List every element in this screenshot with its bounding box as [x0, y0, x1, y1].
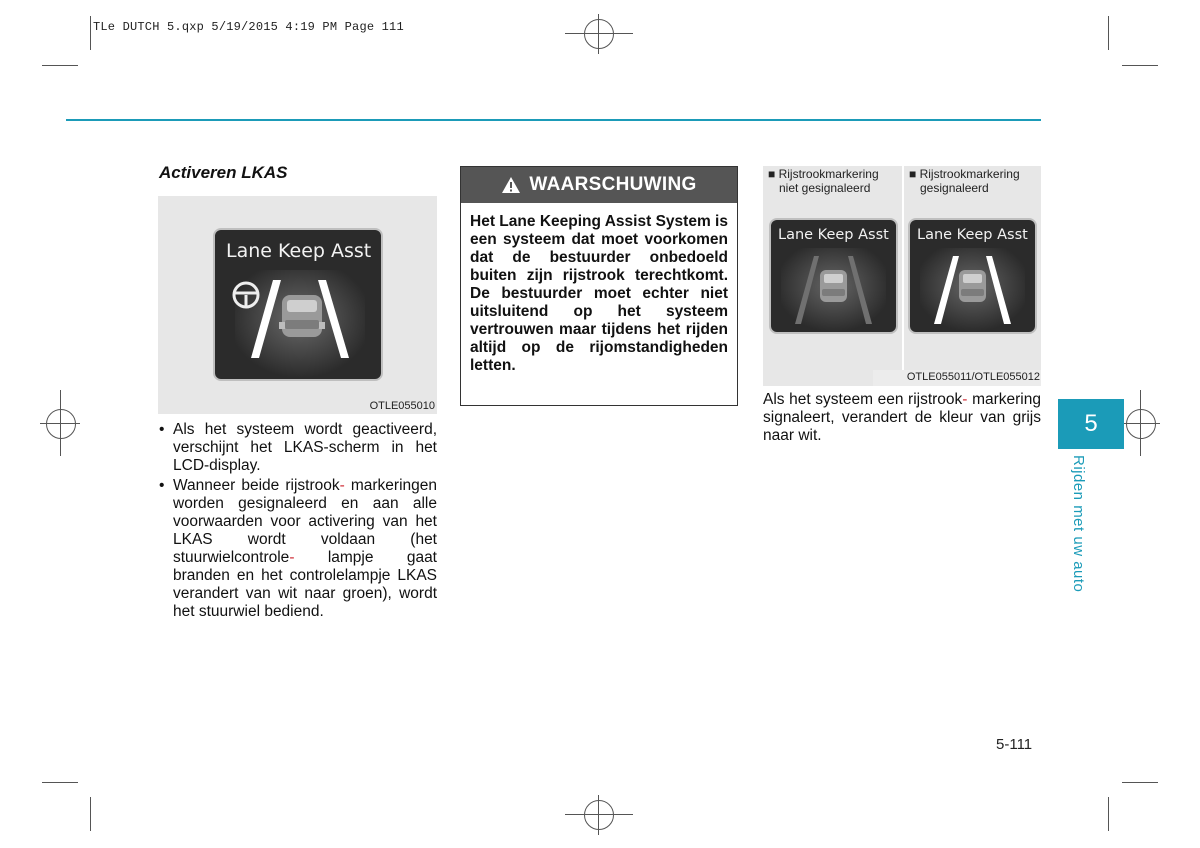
chapter-tab: 5 [1058, 399, 1124, 449]
figure-code: OTLE055011/OTLE055012 [906, 371, 1040, 383]
screen-title: Lane Keep Asst [226, 240, 372, 262]
page-number: 5-111 [996, 736, 1033, 753]
warning-box [460, 166, 738, 406]
car-icon [820, 270, 847, 302]
lane-car-graphic-grey [771, 248, 896, 332]
section-heading: Activeren LKAS [159, 163, 288, 182]
lane-car-graphic [215, 270, 381, 378]
lcd-screen-grey-lines [769, 218, 898, 334]
figure-divider [902, 166, 904, 372]
figure-lkas-display [158, 196, 437, 414]
lane-car-graphic-white [910, 248, 1035, 332]
lcd-screen [213, 228, 383, 381]
screen-title: Lane Keep Asst [778, 227, 889, 243]
car-icon [959, 270, 986, 302]
warning-title: WAARSCHUWING [529, 174, 697, 195]
warning-header [461, 167, 737, 203]
caption-not-detected: ■ Rijstrookmarkering niet gesignaleerd [768, 167, 879, 195]
figure-lane-detection [763, 166, 1041, 386]
lcd-screen-white-lines [908, 218, 1037, 334]
car-icon [279, 295, 325, 337]
print-slug: TLe DUTCH 5.qxp 5/19/2015 4:19 PM Page 111 [93, 20, 404, 34]
warning-text: Het Lane Keeping Assist System is een systeem dat moet voorkomen dat de bestuurder onbedoeld buiten zijn rijstrook terechtkomt. De bestuurder moet echter niet uitsluitend op het systeem vertrouwen maar tijdens het rijden altijd op de rijomstandigheden letten. [470, 213, 728, 374]
chapter-title: Rijden met uw auto [1070, 455, 1087, 593]
bullet-list [159, 421, 437, 623]
header-rule [66, 119, 1041, 121]
caption-detected: ■ Rijstrookmarkering gesignaleerd [909, 167, 1020, 195]
right-paragraph: Als het systeem een rijstrook- markering signaleert, verandert de kleur van grijs naar wit. [763, 391, 1041, 444]
screen-title: Lane Keep Asst [917, 227, 1028, 243]
list-item: • Wanneer beide rijstrook- markeringen worden gesignaleerd en aan alle voorwaarden voor activering van het LKAS wordt voldaan (het stuurwielcontrole- lampje gaat branden en het controlelampje LKAS verandert van wit naar groen), wordt het stuurwiel bediend. [159, 477, 437, 621]
figure-code: OTLE055010 [369, 400, 435, 412]
list-item: • Als het systeem wordt geactiveerd, verschijnt het LKAS-scherm in het LCD-display. [159, 421, 437, 475]
warning-triangle-icon [501, 176, 521, 194]
